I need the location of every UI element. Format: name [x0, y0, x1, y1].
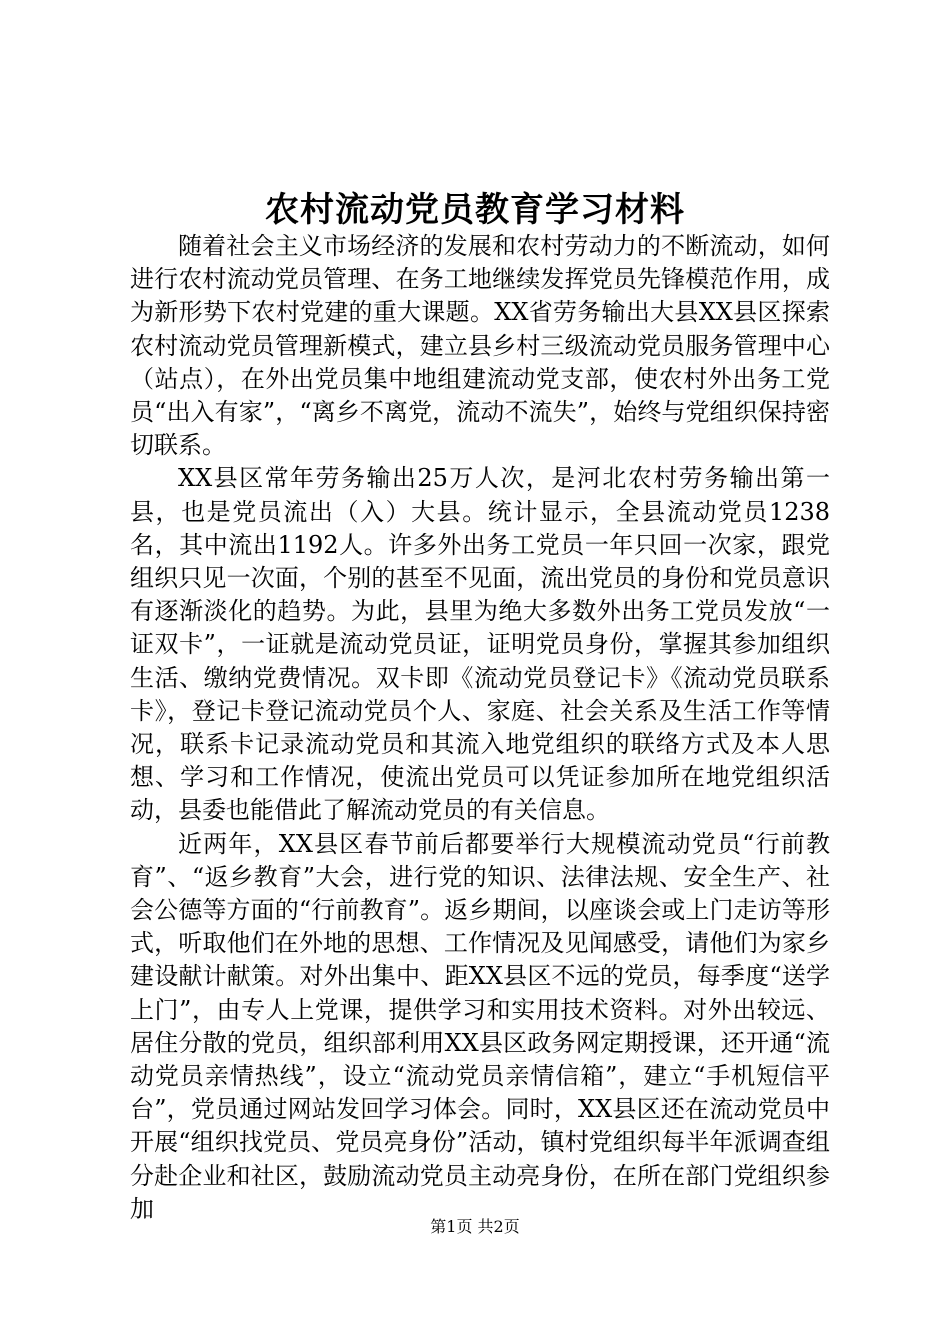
paragraph-3: 近两年，XX县区春节前后都要举行大规模流动党员“行前教育”、“返乡教育”大会，进行党的知识、法律法规、安全生产、社会公德等方面的“行前教育”。返乡期间，以座谈会或上门走访等形式，听取他们在外地的思想、工作情况及见闻感受，请他们为家乡建设献计献策。对外出集中、距XX县区不远的党员，每季度“送学上门”，由专人上党课，提供学习和实用技术资料。对外出较远、居住分散的党员，组织部利用XX县区政务网定期授课，还开通“流动党员亲情热线”，设立“流动党员亲情信箱”，建立“手机短信平台”，党员通过网站发回学习体会。同时，XX县区还在流动党员中开展“组织找党员、党员亮身份”活动，镇村党组织每半年派调查组分赴企业和社区，鼓励流动党员主动亮身份，在所在部门党组织参加: [130, 829, 830, 1223]
paragraph-2: XX县区常年劳务输出25万人次，是河北农村劳务输出第一县，也是党员流出（入）大县。统计显示，全县流动党员1238名，其中流出1192人。许多外出务工党员一年只回一次家，跟党组织只见一次面，个别的甚至不见面，流出党员的身份和党员意识有逐渐淡化的趋势。为此，县里为绝大多数外出务工党员发放“一证双卡”，一证就是流动党员证，证明党员身份，掌握其参加组织生活、缴纳党费情况。双卡即《流动党员登记卡》《流动党员联系卡》，登记卡登记流动党员个人、家庭、社会关系及生活工作等情况，联系卡记录流动党员和其流入地党组织的联络方式及本人思想、学习和工作情况，使流出党员可以凭证参加所在地党组织活动，县委也能借此了解流动党员的有关信息。: [130, 464, 830, 825]
page-footer: 第1页 共2页: [430, 1217, 520, 1236]
document-body: [130, 230, 830, 1226]
document-title: 农村流动党员教育学习材料: [265, 190, 685, 230]
paragraph-1: 随着社会主义市场经济的发展和农村劳动力的不断流动，如何进行农村流动党员管理、在务工地继续发挥党员先锋模范作用，成为新形势下农村党建的重大课题。XX省劳务输出大县XX县区探索农村流动党员管理新模式，建立县乡村三级流动党员服务管理中心（站点），在外出党员集中地组建流动党支部，使农村外出务工党员“出入有家”，“离乡不离党，流动不流失”，始终与党组织保持密切联系。: [130, 232, 830, 460]
